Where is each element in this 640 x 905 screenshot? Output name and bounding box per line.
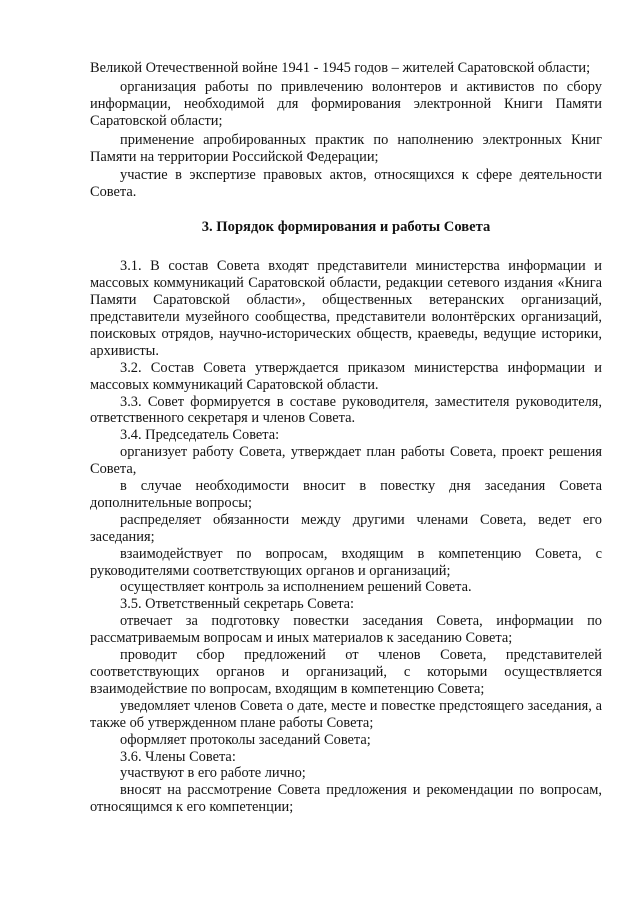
secretary-duty-3: уведомляет членов Совета о дате, месте и повестке предстоящего заседания, а также об утвержденном плане работы Совета; [90, 697, 602, 731]
intro-paragraph-0: Великой Отечественной войне 1941 - 1945 годов – жителей Саратовской области; [90, 60, 591, 76]
secretary-duty-2: проводит сбор предложений от членов Совета, представителей соответствующих органов и организаций, с которыми осуществляется взаимодействие по вопросам, входящим в компетенцию Совета; [90, 647, 602, 697]
clause-3-6: 3.6. Члены Совета: [120, 748, 236, 765]
intro-paragraph-1: организация работы по привлечению волонтеров и активистов по сбору информации, необходимой для формирования электронной Книги Памяти Саратовской области; [90, 78, 602, 129]
member-duty-1: участвуют в его работе лично; [120, 765, 306, 782]
intro-list [90, 60, 602, 201]
chair-duty-5: осуществляет контроль за исполнением решений Совета. [120, 579, 472, 596]
clause-3-5: 3.5. Ответственный секретарь Совета: [120, 596, 355, 613]
chair-duty-3: распределяет обязанности между другими членами Совета, ведет его заседания; [90, 511, 602, 545]
secretary-duty-4: оформляет протоколы заседаний Совета; [120, 731, 371, 748]
clause-3-4: 3.4. Председатель Совета: [120, 427, 280, 444]
clause-3-3: 3.3. Совет формируется в составе руководителя, заместителя руководителя, ответственного секретаря и членов Совета. [90, 393, 602, 427]
secretary-duty-1: отвечает за подготовку повестки заседания Совета, информации по рассматриваемым вопросам и иных материалов к заседанию Совета; [90, 613, 602, 647]
intro-paragraph-2: применение апробированных практик по наполнению электронных Книг Памяти на территории Российской Федерации; [90, 131, 602, 165]
member-duty-2: вносят на рассмотрение Совета предложения и рекомендации по вопросам, относящимся к его компетенции; [90, 782, 602, 816]
intro-paragraph-3: участие в экспертизе правовых актов, относящихся к сфере деятельности Совета. [90, 167, 602, 201]
clause-3-2: 3.2. Состав Совета утверждается приказом министерства информации и массовых коммуникаций Саратовской области. [90, 359, 602, 393]
chair-duty-2: в случае необходимости вносит в повестку дня заседания Совета дополнительные вопросы; [90, 478, 602, 511]
chair-duty-4: взаимодействует по вопросам, входящим в компетенцию Совета, с руководителями соответствующих органов и организаций; [90, 545, 602, 579]
chair-duty-1: организует работу Совета, утверждает план работы Совета, проект решения Совета, [90, 444, 602, 478]
section-body [90, 258, 602, 816]
section-heading: 3. Порядок формирования и работы Совета [201, 219, 491, 236]
clause-3-1: 3.1. В состав Совета входят представители министерства информации и массовых коммуникаций Саратовской области, редакции сетевого издания «Книга Памяти Саратовской области», общественных ветеранских организаций, представители музейного сообщества, представители волонтёрских организаций, поисковых отрядов, научно-исторических обществ, краеведы, ведущие историки, архивисты. [90, 258, 602, 359]
